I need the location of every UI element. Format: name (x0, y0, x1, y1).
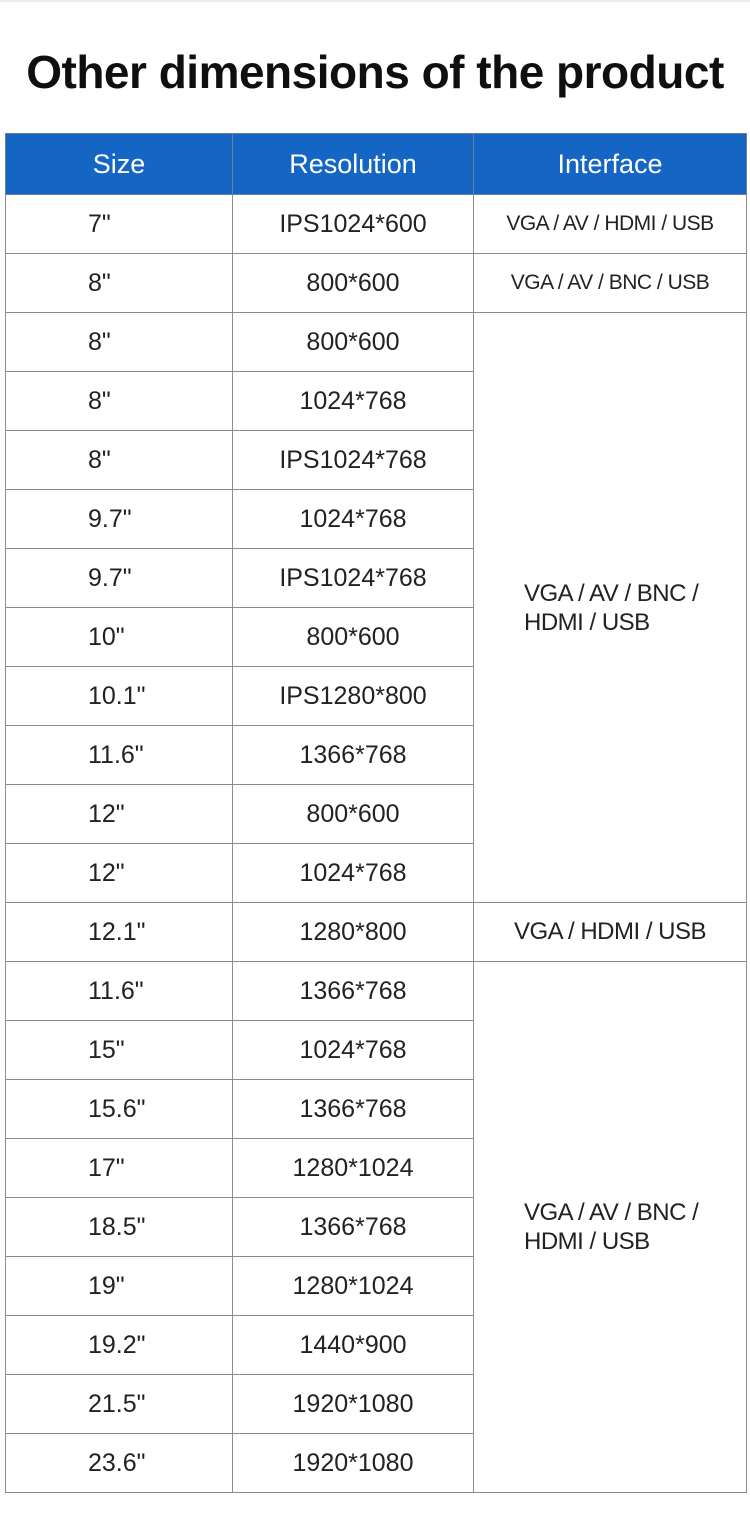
size-cell: 8" (6, 431, 233, 490)
resolution-cell: 800*600 (233, 313, 474, 372)
resolution-cell: 800*600 (233, 785, 474, 844)
size-cell: 8" (6, 313, 233, 372)
size-cell: 23.6" (6, 1434, 233, 1493)
size-cell: 11.6" (6, 962, 233, 1021)
resolution-cell: 1024*768 (233, 1021, 474, 1080)
resolution-cell: 1366*768 (233, 962, 474, 1021)
size-cell: 12" (6, 785, 233, 844)
interface-cell: VGA / AV / BNC / USB (474, 254, 747, 313)
table-row (6, 254, 747, 313)
size-cell: 8" (6, 372, 233, 431)
header-interface: Interface (474, 134, 747, 195)
table-row (6, 195, 747, 254)
size-cell: 9.7" (6, 549, 233, 608)
resolution-cell: 1024*768 (233, 490, 474, 549)
size-cell: 10" (6, 608, 233, 667)
interface-cell: VGA / HDMI / USB (474, 903, 747, 962)
resolution-cell: 1280*1024 (233, 1257, 474, 1316)
interface-cell: VGA / AV / HDMI / USB (474, 195, 747, 254)
resolution-cell: IPS1280*800 (233, 667, 474, 726)
interface-group-cell (474, 962, 747, 1493)
resolution-cell: 1280*800 (233, 903, 474, 962)
top-divider (0, 0, 750, 2)
resolution-cell: 1920*1080 (233, 1375, 474, 1434)
size-cell: 11.6" (6, 726, 233, 785)
header-size: Size (6, 134, 233, 195)
interface-line: HDMI / USB (524, 608, 650, 636)
resolution-cell: IPS1024*768 (233, 431, 474, 490)
size-cell: 12" (6, 844, 233, 903)
interface-group-cell (474, 313, 747, 903)
size-cell: 9.7" (6, 490, 233, 549)
interface-line: HDMI / USB (524, 1228, 650, 1255)
resolution-cell: 1024*768 (233, 372, 474, 431)
table-row (6, 962, 747, 1021)
table-header-row (6, 134, 747, 195)
table-row (6, 313, 747, 372)
resolution-cell: 1366*768 (233, 1198, 474, 1257)
resolution-cell: 1366*768 (233, 1080, 474, 1139)
size-cell: 21.5" (6, 1375, 233, 1434)
size-cell: 8" (6, 254, 233, 313)
size-cell: 7" (6, 195, 233, 254)
resolution-cell: 1280*1024 (233, 1139, 474, 1198)
resolution-cell: 800*600 (233, 254, 474, 313)
dimensions-table (5, 133, 747, 1493)
resolution-cell: IPS1024*768 (233, 549, 474, 608)
resolution-cell: 1024*768 (233, 844, 474, 903)
interface-line: VGA / AV / BNC / (524, 579, 699, 607)
header-resolution: Resolution (233, 134, 474, 195)
interface-line: VGA / AV / BNC / (524, 1199, 699, 1226)
size-cell: 15.6" (6, 1080, 233, 1139)
resolution-cell: 1366*768 (233, 726, 474, 785)
size-cell: 19.2" (6, 1316, 233, 1375)
size-cell: 17" (6, 1139, 233, 1198)
size-cell: 12.1" (6, 903, 233, 962)
size-cell: 18.5" (6, 1198, 233, 1257)
table-row (6, 903, 747, 962)
resolution-cell: 1440*900 (233, 1316, 474, 1375)
resolution-cell: IPS1024*600 (233, 195, 474, 254)
size-cell: 15" (6, 1021, 233, 1080)
size-cell: 19" (6, 1257, 233, 1316)
page-title: Other dimensions of the product (26, 46, 724, 98)
resolution-cell: 800*600 (233, 608, 474, 667)
size-cell: 10.1" (6, 667, 233, 726)
resolution-cell: 1920*1080 (233, 1434, 474, 1493)
